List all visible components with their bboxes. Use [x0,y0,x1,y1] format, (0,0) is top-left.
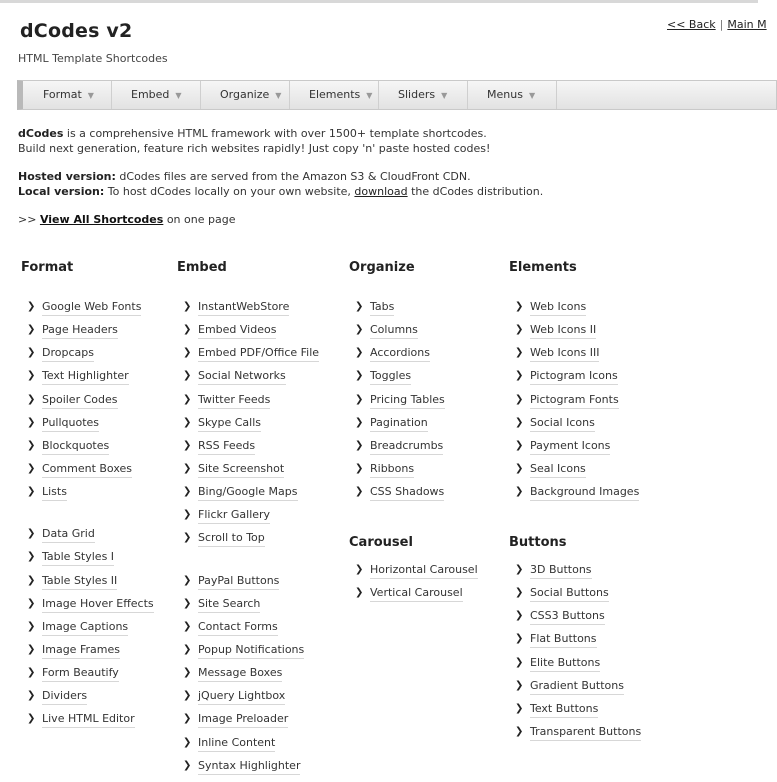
chevron-right-icon: ❯ [27,347,36,359]
list-item [349,369,445,392]
shortcode-link[interactable]: Transparent Buttons [530,725,641,741]
shortcode-link[interactable]: Embed Videos [198,323,276,339]
list-item [509,439,639,462]
chevron-right-icon: ❯ [515,324,524,336]
list-item [177,759,319,782]
menu-item-label: Sliders [398,88,436,101]
list-item [509,702,641,725]
shortcode-link[interactable]: Dropcaps [42,346,94,362]
list-item [349,416,445,439]
list-item [177,439,319,462]
local-text-pre: To host dCodes locally on your own website, [104,185,355,198]
shortcode-link[interactable]: Web Icons III [530,346,599,362]
chevron-right-icon: ❯ [27,439,36,451]
list-item [509,369,639,392]
dropdown-caret-icon: ▼ [441,91,448,100]
chevron-right-icon: ❯ [27,713,36,725]
shortcode-link[interactable]: Lists [42,485,67,501]
shortcode-link[interactable]: Live HTML Editor [42,712,135,728]
shortcode-link[interactable]: Pictogram Fonts [530,393,619,409]
shortcode-link[interactable]: Web Icons II [530,323,596,339]
elements-column [509,260,639,508]
view-all-line [18,213,235,226]
chevron-right-icon: ❯ [183,620,192,632]
list-item [177,620,319,643]
shortcode-link[interactable]: Scroll to Top [198,531,265,547]
list-item [509,725,641,748]
elements-list [509,300,639,508]
list-item [21,439,154,462]
main-menu-bar [17,80,777,110]
chevron-right-icon: ❯ [515,725,524,737]
chevron-right-icon: ❯ [515,679,524,691]
shortcode-link[interactable]: Columns [370,323,418,339]
chevron-right-icon: ❯ [515,633,524,645]
list-item [349,586,478,609]
local-label: Local version: [18,185,105,198]
shortcode-link[interactable]: Text Highlighter [42,369,129,385]
list-item [177,462,319,485]
shortcode-link[interactable]: Tabs [370,300,394,316]
list-item [177,643,319,666]
menu-item-label: Elements [309,88,361,101]
chevron-right-icon: ❯ [515,486,524,498]
shortcode-link[interactable]: Pictogram Icons [530,369,618,385]
chevron-right-icon: ❯ [183,347,192,359]
buttons-heading: Buttons [509,535,567,550]
list-item [509,609,641,632]
shortcode-link[interactable]: Pagination [370,416,428,432]
list-item [21,323,154,346]
chevron-right-icon: ❯ [515,301,524,312]
list-item [509,462,639,485]
carousel-column [349,535,478,609]
buttons-list [509,563,641,748]
list-item [177,346,319,369]
shortcode-link[interactable]: PayPal Buttons [198,574,279,590]
menu-item-format[interactable] [23,81,112,109]
list-item [21,527,154,550]
chevron-right-icon: ❯ [515,587,524,599]
chevron-right-icon: ❯ [27,416,36,428]
list-item [349,346,445,369]
menu-item-label: Organize [220,88,270,101]
list-item [21,346,154,369]
chevron-right-icon: ❯ [183,324,192,336]
shortcode-link[interactable]: Dividers [42,689,87,705]
shortcode-link[interactable]: Twitter Feeds [198,393,270,409]
shortcode-link[interactable]: Flat Buttons [530,632,597,648]
chevron-right-icon: ❯ [183,416,192,428]
list-item [21,643,154,666]
list-item [349,439,445,462]
list-item [21,597,154,620]
chevron-right-icon: ❯ [355,347,364,359]
menu-item-label: Menus [487,88,523,101]
dropdown-caret-icon: ▼ [87,91,94,100]
list-item [509,586,641,609]
intro-line-2: Build next generation, feature rich websites rapidly! Just copy 'n' paste hosted codes! [18,142,491,155]
chevron-right-icon: ❯ [355,462,364,474]
chevron-right-icon: ❯ [183,690,192,702]
chevron-right-icon: ❯ [183,301,192,312]
list-item [349,393,445,416]
list-item [509,485,639,508]
shortcode-link[interactable]: Embed PDF/Office File [198,346,319,362]
main-menu-link[interactable]: Main M [727,18,767,31]
list-item [21,300,154,323]
organize-heading: Organize [349,260,415,275]
chevron-right-icon: ❯ [27,597,36,609]
hosted-text: dCodes files are served from the Amazon S3 & CloudFront CDN. [115,170,471,183]
shortcode-link[interactable]: Pricing Tables [370,393,445,409]
chevron-right-icon: ❯ [515,347,524,359]
chevron-right-icon: ❯ [183,462,192,474]
list-item [177,369,319,392]
dropdown-caret-icon: ▼ [366,91,373,100]
shortcode-link[interactable]: Popup Notifications [198,643,304,659]
list-item [349,323,445,346]
shortcode-link[interactable]: Vertical Carousel [370,586,463,602]
format-list [21,300,154,508]
local-text-post: the dCodes distribution. [407,185,544,198]
shortcode-link[interactable]: Site Search [198,597,260,613]
shortcode-link[interactable]: RSS Feeds [198,439,255,455]
list-item [177,300,319,323]
list-item [177,689,319,712]
shortcode-link[interactable]: jQuery Lightbox [198,689,285,705]
shortcode-link[interactable]: Spoiler Codes [42,393,118,409]
intro-line-1: is a comprehensive HTML framework with over 1500+ template shortcodes. [63,127,487,140]
format-heading: Format [21,260,74,275]
shortcode-link[interactable]: Gradient Buttons [530,679,624,695]
list-item [21,462,154,485]
chevron-right-icon: ❯ [27,301,36,312]
back-link[interactable]: << Back [667,18,716,31]
organize-column [349,260,445,508]
embed-heading: Embed [177,260,227,275]
menu-item-label: Format [43,88,82,101]
list-item [177,416,319,439]
chevron-right-icon: ❯ [515,370,524,382]
list-item [509,346,639,369]
chevron-right-icon: ❯ [27,574,36,586]
view-all-suffix: on one page [163,213,236,226]
shortcode-link[interactable]: CSS3 Buttons [530,609,605,625]
window-top-edge [0,0,758,3]
chevron-right-icon: ❯ [515,702,524,714]
shortcode-link[interactable]: Blockquotes [42,439,109,455]
shortcode-link[interactable]: Breadcrumbs [370,439,443,455]
list-item [21,393,154,416]
shortcode-link[interactable]: Site Screenshot [198,462,284,478]
shortcode-link[interactable]: Form Beautify [42,666,119,682]
buttons-column [509,535,641,748]
hosted-label: Hosted version: [18,170,116,183]
shortcode-link[interactable]: 3D Buttons [530,563,592,579]
list-item [21,550,154,573]
shortcode-link[interactable]: Message Boxes [198,666,282,682]
list-item [177,531,319,554]
shortcode-link[interactable]: Skype Calls [198,416,261,432]
shortcode-link[interactable]: Inline Content [198,736,275,752]
chevron-right-icon: ❯ [355,564,364,575]
chevron-right-icon: ❯ [27,393,36,405]
chevron-right-icon: ❯ [515,393,524,405]
chevron-right-icon: ❯ [27,551,36,563]
shortcode-link[interactable]: Syntax Highlighter [198,759,300,775]
brand-name: dCodes [18,127,64,140]
elements-heading: Elements [509,260,577,275]
chevron-right-icon: ❯ [183,574,192,586]
chevron-right-icon: ❯ [27,528,36,540]
chevron-right-icon: ❯ [355,439,364,451]
chevron-right-icon: ❯ [183,667,192,679]
chevron-right-icon: ❯ [183,486,192,498]
list-item [21,666,154,689]
menu-item-organize[interactable] [201,81,290,109]
shortcode-link[interactable]: Table Styles II [42,574,117,590]
chevron-right-icon: ❯ [515,656,524,668]
format-column [21,260,154,736]
shortcode-link[interactable]: CSS Shadows [370,485,444,501]
list-item [349,485,445,508]
chevron-right-icon: ❯ [183,713,192,725]
chevron-right-icon: ❯ [355,324,364,336]
menu-item-label: Embed [131,88,170,101]
chevron-right-icon: ❯ [515,416,524,428]
site-subtitle: HTML Template Shortcodes [18,52,168,65]
list-item [349,462,445,485]
list-item [21,369,154,392]
chevron-right-icon: ❯ [27,643,36,655]
shortcode-link[interactable]: Social Buttons [530,586,609,602]
dropdown-caret-icon: ▼ [528,91,536,100]
chevron-right-icon: ❯ [515,439,524,451]
shortcode-link[interactable]: Comment Boxes [42,462,132,478]
chevron-right-icon: ❯ [355,301,364,312]
carousel-heading: Carousel [349,535,413,550]
list-item [509,416,639,439]
list-item [177,508,319,531]
chevron-right-icon: ❯ [183,736,192,748]
chevron-right-icon: ❯ [183,439,192,451]
chevron-right-icon: ❯ [27,370,36,382]
shortcode-link[interactable]: Elite Buttons [530,656,600,672]
shortcode-link[interactable]: Google Web Fonts [42,300,141,316]
list-item [177,712,319,735]
shortcode-link[interactable]: Data Grid [42,527,95,543]
chevron-right-icon: ❯ [183,597,192,609]
chevron-right-icon: ❯ [27,667,36,679]
chevron-right-icon: ❯ [27,486,36,498]
shortcode-link[interactable]: Table Styles I [42,550,114,566]
dropdown-caret-icon: ▼ [275,91,282,100]
list-item [177,574,319,597]
chevron-right-icon: ❯ [183,759,192,771]
shortcode-link[interactable]: Horizontal Carousel [370,563,478,579]
shortcode-link[interactable]: Image Frames [42,643,120,659]
list-item [21,574,154,597]
shortcode-link[interactable]: Image Preloader [198,712,288,728]
shortcode-link[interactable]: Text Buttons [530,702,598,718]
shortcode-link[interactable]: Seal Icons [530,462,586,478]
list-item [177,597,319,620]
chevron-right-icon: ❯ [183,643,192,655]
format-list-2 [21,527,154,735]
chevron-right-icon: ❯ [515,610,524,622]
chevron-right-icon: ❯ [183,532,192,544]
list-item [349,563,478,586]
list-item [177,323,319,346]
list-item [509,393,639,416]
embed-list-2 [177,574,319,782]
shortcode-link[interactable]: InstantWebStore [198,300,289,316]
list-item [21,620,154,643]
list-item [177,485,319,508]
list-item [509,300,639,323]
chevron-right-icon: ❯ [515,564,524,575]
list-item [21,485,154,508]
shortcode-link[interactable]: Image Captions [42,620,128,636]
list-item [177,666,319,689]
organize-list [349,300,445,508]
shortcode-link[interactable]: Flickr Gallery [198,508,270,524]
list-item [21,416,154,439]
chevron-right-icon: ❯ [27,324,36,336]
menu-item-elements[interactable] [290,81,379,109]
chevron-right-icon: ❯ [183,370,192,382]
chevron-right-icon: ❯ [27,620,36,632]
list-item [177,736,319,759]
link-separator: | [719,18,724,31]
chevron-right-icon: ❯ [355,393,364,405]
shortcode-link[interactable]: Social Networks [198,369,286,385]
chevron-right-icon: ❯ [355,486,364,498]
site-title: dCodes v2 [20,20,133,42]
shortcode-link[interactable]: Web Icons [530,300,586,316]
carousel-list [349,563,478,609]
list-item [509,563,641,586]
shortcode-link[interactable]: Bing/Google Maps [198,485,298,501]
list-item [21,689,154,712]
list-item [21,712,154,735]
list-item [509,679,641,702]
version-info [18,169,543,199]
shortcode-link[interactable]: Image Hover Effects [42,597,154,613]
menu-item-menus[interactable] [468,81,557,109]
list-item [509,632,641,655]
dropdown-caret-icon: ▼ [175,91,182,100]
top-links [667,18,767,31]
chevron-right-icon: ❯ [515,462,524,474]
chevron-right-icon: ❯ [183,393,192,405]
chevron-right-icon: ❯ [355,416,364,428]
list-item [509,656,641,679]
menu-item-embed[interactable] [112,81,201,109]
shortcode-link[interactable]: Pullquotes [42,416,99,432]
shortcode-link[interactable]: Payment Icons [530,439,610,455]
shortcode-link[interactable]: Toggles [370,369,411,385]
embed-list [177,300,319,555]
chevron-right-icon: ❯ [355,370,364,382]
embed-column [177,260,319,782]
shortcode-link[interactable]: Contact Forms [198,620,278,636]
list-item [177,393,319,416]
chevron-right-icon: ❯ [27,690,36,702]
shortcode-link[interactable]: Ribbons [370,462,414,478]
view-all-shortcodes-link[interactable]: View All Shortcodes [39,213,164,226]
shortcode-link[interactable]: Background Images [530,485,639,501]
view-all-prefix: >> [18,213,40,226]
list-item [509,323,639,346]
chevron-right-icon: ❯ [183,509,192,521]
shortcode-link[interactable]: Accordions [370,346,430,362]
chevron-right-icon: ❯ [27,462,36,474]
list-item [349,300,445,323]
intro-paragraph [18,126,490,156]
shortcode-link[interactable]: Page Headers [42,323,118,339]
download-link[interactable]: download [354,185,408,198]
shortcode-link[interactable]: Social Icons [530,416,595,432]
menu-item-sliders[interactable] [379,81,468,109]
chevron-right-icon: ❯ [355,587,364,599]
